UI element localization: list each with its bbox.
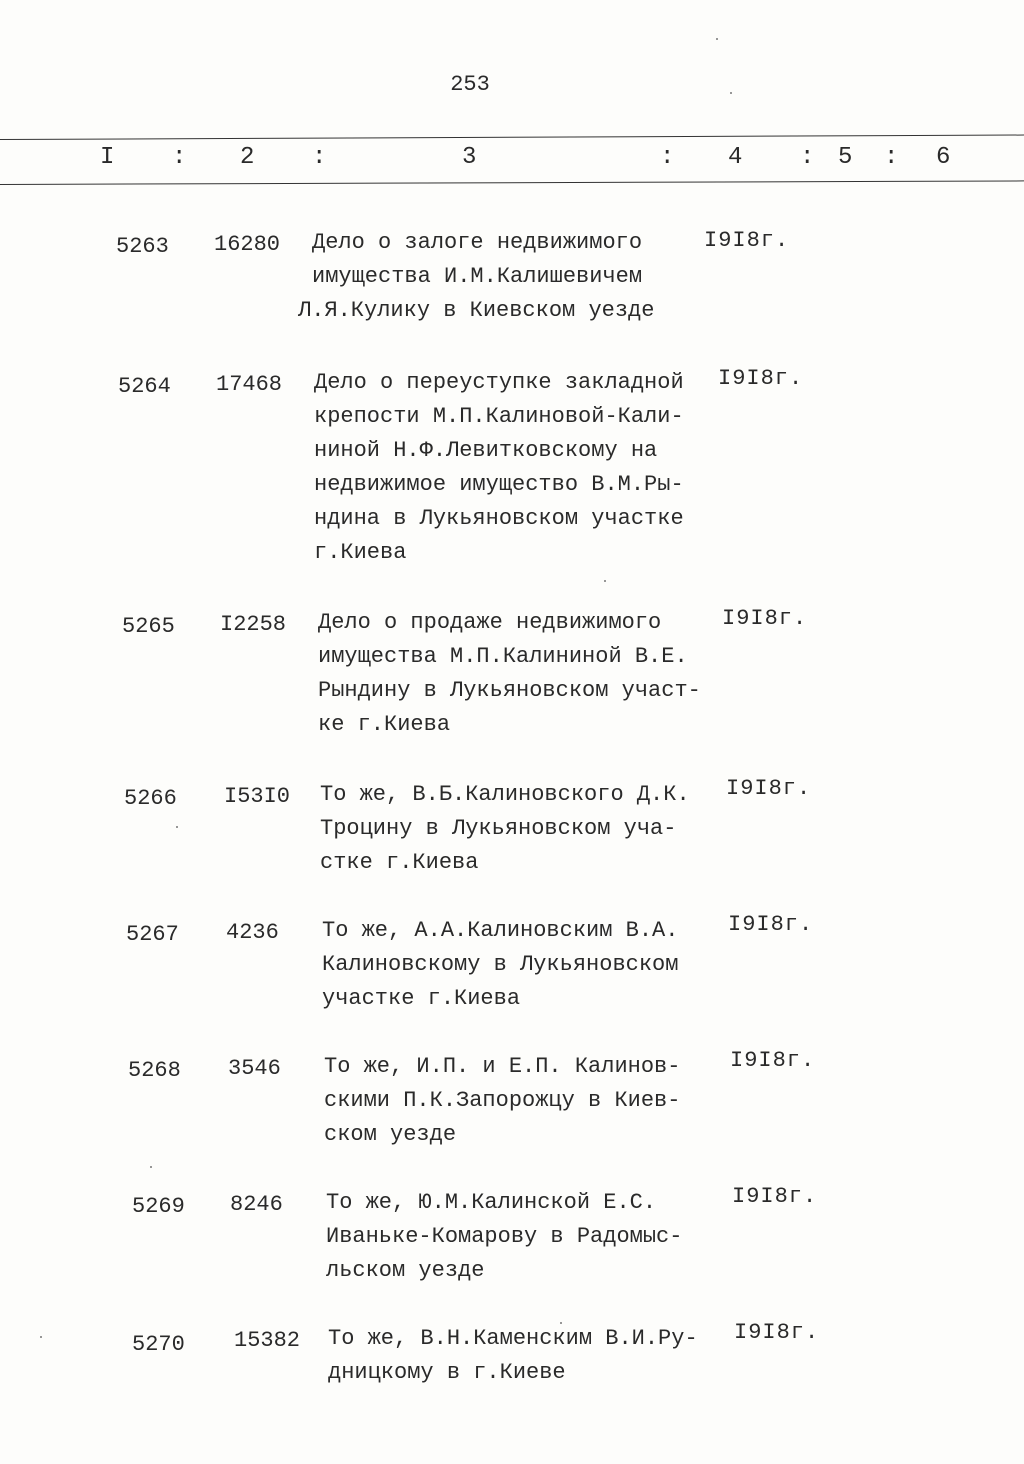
entry-title-line: ском уезде — [324, 1122, 457, 1147]
entry-number: 5264 — [118, 374, 171, 399]
entry-file-number: I2258 — [220, 612, 287, 637]
scan-speck — [604, 580, 606, 582]
entry-file-number: 16280 — [214, 232, 281, 257]
entry-year: I9I8г. — [730, 1048, 816, 1073]
entry-title-line: ндина в Лукьяновском участке — [314, 506, 684, 531]
column-separator: : — [800, 144, 815, 171]
column-header-5: 5 — [838, 144, 853, 171]
entry-title-line: То же, И.П. и Е.П. Калинов- — [324, 1054, 681, 1079]
column-header-6: 6 — [936, 144, 951, 171]
scan-speck — [176, 826, 178, 828]
entry-title-line: Троцину в Лукьяновском уча- — [320, 816, 677, 841]
entry-number: 5269 — [132, 1194, 185, 1219]
column-separator: : — [172, 144, 187, 171]
entry-number: 5266 — [124, 786, 177, 811]
entry-year: I9I8г. — [734, 1320, 820, 1345]
header-bottom-rule — [0, 180, 1024, 185]
entry-number: 5267 — [126, 922, 179, 947]
header-top-rule — [0, 135, 1024, 140]
entry-title-line: недвижимое имущество В.М.Ры- — [314, 472, 684, 497]
entry-file-number: 15382 — [234, 1328, 301, 1353]
entry-title-line: ниной Н.Ф.Левитковскому на — [314, 438, 658, 463]
entry-year: I9I8г. — [722, 606, 808, 631]
entry-title-line: То же, В.Б.Калиновского Д.К. — [320, 782, 690, 807]
entry-file-number: I53I0 — [224, 784, 291, 809]
entry-title-line: г.Киева — [314, 540, 407, 565]
page-number: 253 — [450, 72, 490, 97]
entry-title-line: То же, Ю.М.Калинской Е.С. — [326, 1190, 657, 1215]
entry-title-line: Дело о залоге недвижимого — [312, 230, 643, 255]
entry-year: I9I8г. — [728, 912, 814, 937]
column-separator: : — [884, 144, 899, 171]
entry-title-line: дницкому в г.Киеве — [328, 1360, 566, 1385]
entry-file-number: 8246 — [230, 1192, 283, 1217]
entry-year: I9I8г. — [704, 228, 790, 253]
entry-title-line: Калиновскому в Лукьяновском — [322, 952, 679, 977]
entry-title-line: имущества И.М.Калишевичем — [312, 264, 643, 289]
entry-number: 5270 — [132, 1332, 185, 1357]
entry-title-line: Дело о продаже недвижимого — [318, 610, 662, 635]
entry-file-number: 17468 — [216, 372, 283, 397]
entry-title-line: участке г.Киева — [322, 986, 521, 1011]
scan-speck — [40, 1336, 42, 1338]
entry-year: I9I8г. — [732, 1184, 818, 1209]
entry-title-line: стке г.Киева — [320, 850, 479, 875]
entry-title-line: скими П.К.Запорожцу в Киев- — [324, 1088, 681, 1113]
column-header-4: 4 — [728, 144, 743, 171]
entry-title-line: Дело о переуступке закладной — [314, 370, 684, 395]
scan-speck — [150, 1166, 152, 1168]
entry-title-line: Л.Я.Кулику в Киевском уезде — [298, 298, 655, 323]
scan-speck — [560, 1322, 562, 1324]
entry-title-line: ке г.Киева — [318, 712, 451, 737]
column-header-2: 2 — [240, 144, 255, 171]
entry-title-line: То же, А.А.Калиновским В.А. — [322, 918, 679, 943]
entry-title-line: льском уезде — [326, 1258, 485, 1283]
entry-year: I9I8г. — [726, 776, 812, 801]
entry-year: I9I8г. — [718, 366, 804, 391]
entry-number: 5268 — [128, 1058, 181, 1083]
entry-title-line: Рындину в Лукьяновском участ- — [318, 678, 701, 703]
column-header-3: 3 — [462, 144, 477, 171]
entry-title-line: То же, В.Н.Каменским В.И.Ру- — [328, 1326, 698, 1351]
entry-number: 5265 — [122, 614, 175, 639]
scan-speck — [716, 38, 718, 40]
entry-title-line: Иваньке-Комарову в Радомыс- — [326, 1224, 683, 1249]
entry-file-number: 3546 — [228, 1056, 281, 1081]
entry-title-line: крепости М.П.Калиновой-Кали- — [314, 404, 684, 429]
column-separator: : — [660, 144, 675, 171]
scan-speck — [730, 92, 732, 94]
entry-number: 5263 — [116, 234, 169, 259]
column-header-1: I — [100, 144, 115, 171]
entry-file-number: 4236 — [226, 920, 279, 945]
column-separator: : — [312, 144, 327, 171]
entry-title-line: имущества М.П.Калининой В.Е. — [318, 644, 688, 669]
